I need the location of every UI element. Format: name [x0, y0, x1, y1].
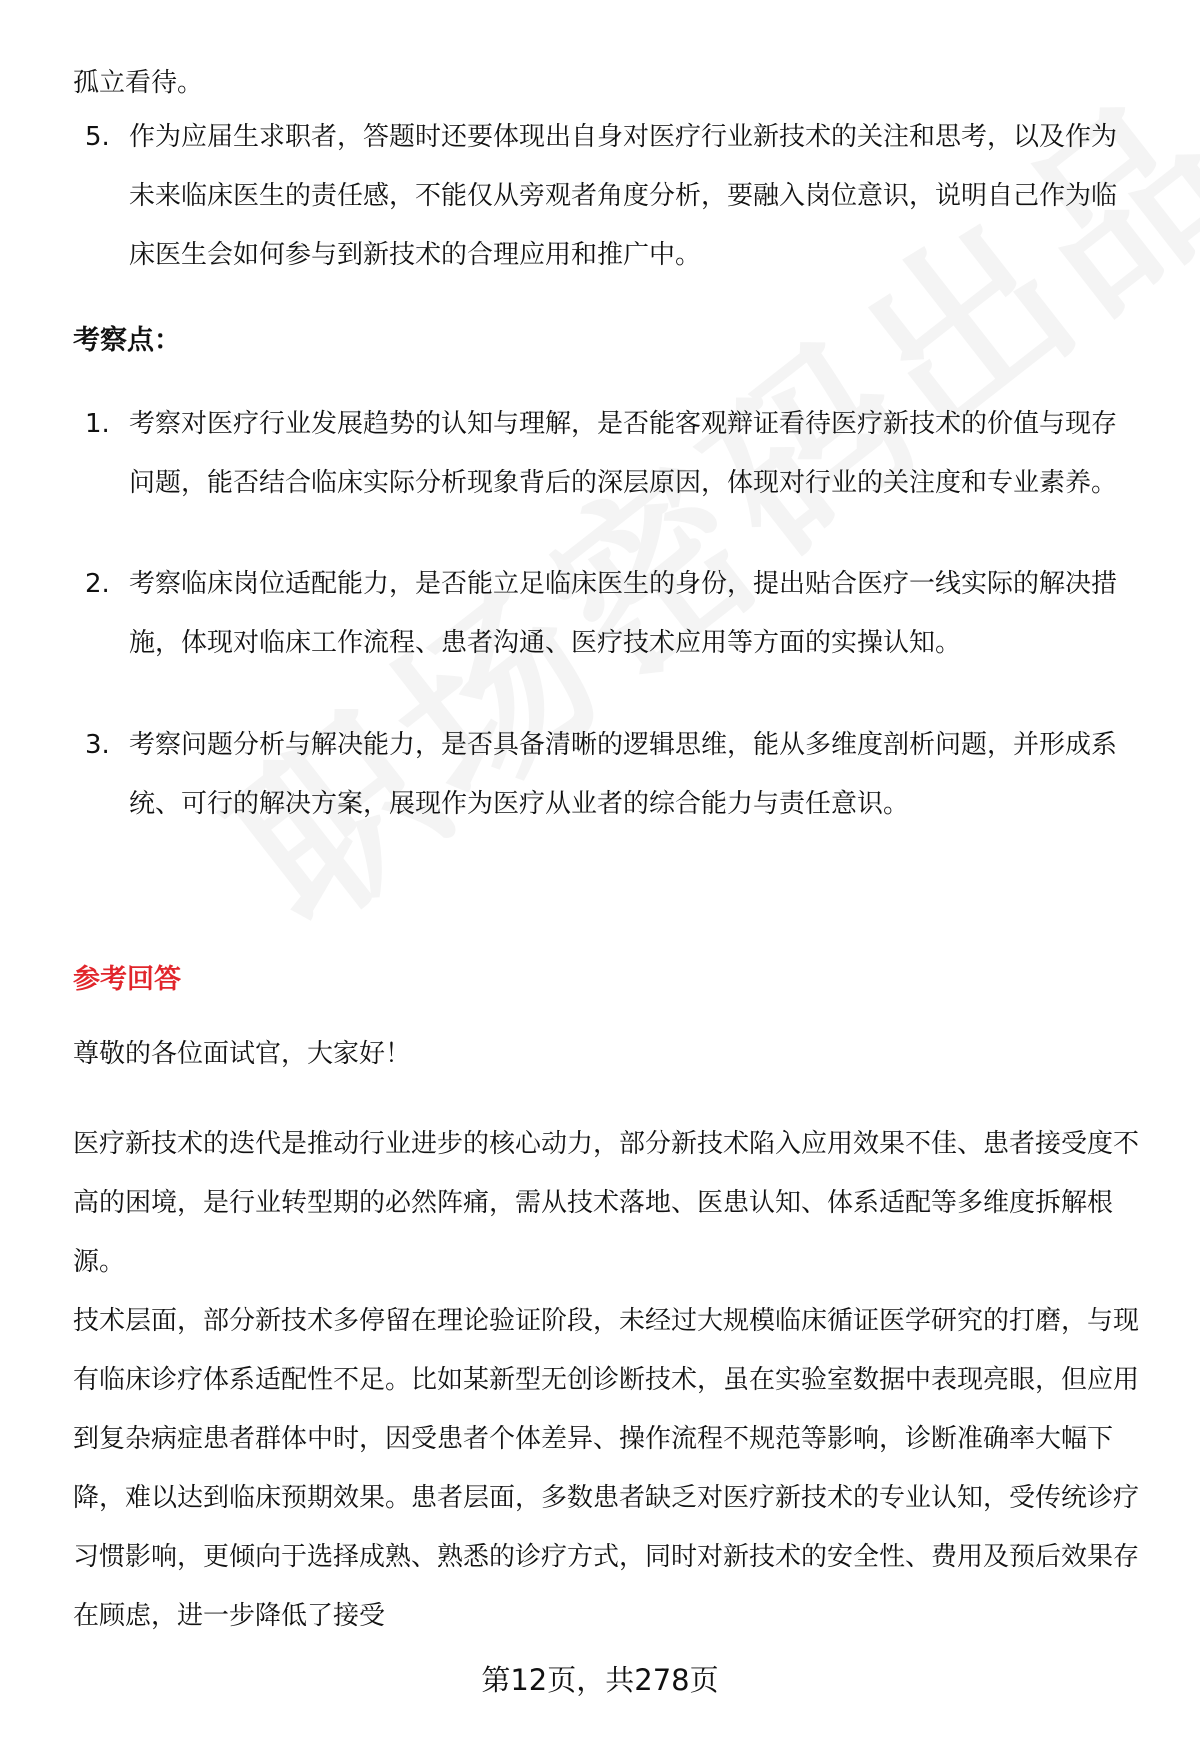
list-text: 考察对医疗行业发展趋势的认知与理解，是否能客观辩证看待医疗新技术的价值与现存问题，能否结合临床实际分析现象背后的深层原因，体现对行业的关注度和专业素养。	[129, 409, 1118, 498]
list-number: 5.	[85, 122, 110, 152]
list-number: 1.	[85, 409, 110, 439]
continuation-text: 孤立看待。	[73, 68, 204, 98]
list-text: 考察问题分析与解决能力，是否具备清晰的逻辑思维，能从多维度剖析问题，并形成系统、可行的解决方案，展现作为医疗从业者的综合能力与责任意识。	[129, 730, 1118, 819]
list-text: 作为应届生求职者，答题时还要体现出自身对医疗行业新技术的关注和思考，以及作为未来临床医生的责任感，不能仅从旁观者角度分析，要融入岗位意识，说明自己作为临床医生会如何参与到新技术的合理应用和推广中。	[129, 122, 1118, 270]
answer-paragraph-2: 技术层面，部分新技术多停留在理论验证阶段，未经过大规模临床循证医学研究的打磨，与现有临床诊疗体系适配性不足。比如某新型无创诊断技术，虽在实验室数据中表现亮眼，但应用到复杂病症患者群体中时，因受患者个体差异、操作流程不规范等影响，诊断准确率大幅下降，难以达到临床预期效果。患者层面，多数患者缺乏对医疗新技术的专业认知，受传统诊疗习惯影响，更倾向于选择成熟、熟悉的诊疗方式，同时对新技术的安全性、费用及预后效果存在顾虑，进一步降低了接受	[73, 1306, 1140, 1631]
list-text: 考察临床岗位适配能力，是否能立足临床医生的身份，提出贴合医疗一线实际的解决措施，体现对临床工作流程、患者沟通、医疗技术应用等方面的实操认知。	[129, 569, 1118, 658]
answer-paragraph-1: 医疗新技术的迭代是推动行业进步的核心动力，部分新技术陷入应用效果不佳、患者接受度不高的困境，是行业转型期的必然阵痛，需从技术落地、医患认知、体系适配等多维度拆解根源。	[73, 1129, 1140, 1277]
section-heading-answer: 参考回答	[73, 964, 181, 995]
list-number: 2.	[85, 569, 110, 599]
list-number: 3.	[85, 730, 110, 760]
page-number: 第12页，共278页	[481, 1663, 719, 1697]
greeting: 尊敬的各位面试官，大家好！	[73, 1039, 412, 1069]
section-heading-kaochadian: 考察点：	[73, 325, 181, 356]
